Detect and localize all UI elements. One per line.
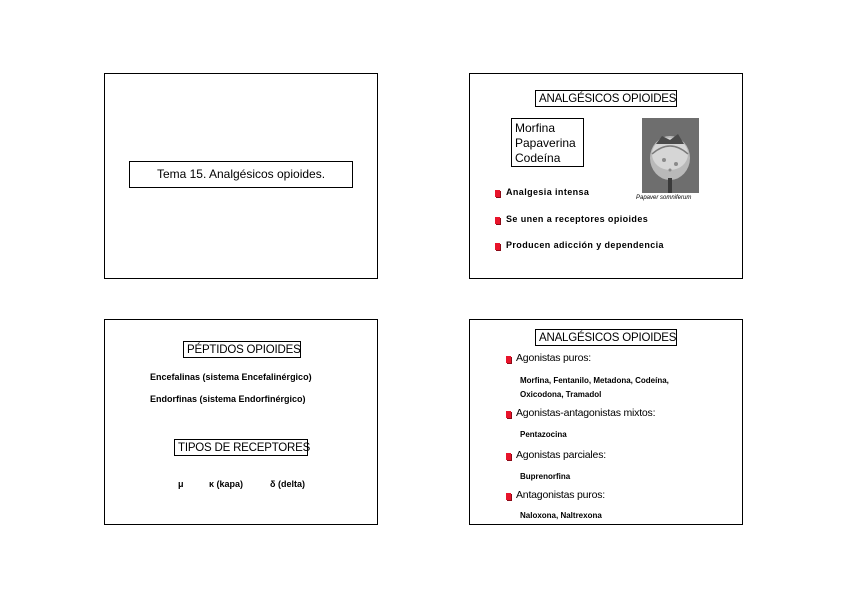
group-label: Agonistas-antagonistas mixtos: [516, 407, 656, 419]
drug-list [511, 118, 584, 167]
drug-item: Papaverina [515, 136, 576, 150]
slide-2-bullet: Analgesia intensa [506, 187, 590, 197]
group-label: Agonistas puros: [516, 352, 592, 364]
slide-4 [469, 319, 743, 525]
group-item: Morfina, Fentanilo, Metadona, Codeína, [520, 376, 669, 385]
slide-2-title: ANALGÉSICOS OPIOIDES [535, 90, 677, 107]
photo-caption: Papaver somniferum [636, 195, 692, 201]
bullet-icon [495, 243, 500, 250]
slide-1 [104, 73, 378, 279]
slide-3 [104, 319, 378, 525]
receptor-mu: μ [178, 479, 184, 489]
group-item: Oxicodona, Tramadol [520, 390, 602, 399]
group-label: Antagonistas puros: [516, 489, 606, 501]
drug-item: Codeína [515, 151, 561, 165]
slide-2 [469, 73, 743, 279]
peptide-line: Endorfinas (sistema Endorfinérgico) [150, 394, 306, 404]
bullet-icon [506, 493, 511, 500]
slide-3-title: PÉPTIDOS OPIOIDES [183, 341, 301, 358]
group-item: Naloxona, Naltrexona [520, 511, 602, 520]
poppy-photo [642, 118, 699, 193]
slide-1-title: Tema 15. Analgésicos opioides. [129, 161, 353, 188]
group-item: Pentazocina [520, 430, 567, 439]
peptide-line: Encefalinas (sistema Encefalinérgico) [150, 372, 312, 382]
bullet-icon [506, 453, 511, 460]
bullet-icon [506, 356, 511, 363]
receptor-kappa: κ (kapa) [209, 479, 244, 489]
bullet-icon [495, 190, 500, 197]
slide-4-title: ANALGÉSICOS OPIOIDES [535, 329, 677, 346]
receptor-delta: δ (delta) [270, 479, 305, 489]
drug-item: Morfina [515, 121, 556, 135]
bullet-icon [495, 217, 500, 224]
bullet-icon [506, 411, 511, 418]
slide-2-bullet: Producen adicción y dependencia [506, 240, 664, 250]
group-label: Agonistas parciales: [516, 449, 606, 461]
receptors-title: TIPOS DE RECEPTORES [174, 439, 308, 456]
slide-2-bullet: Se unen a receptores opioides [506, 214, 649, 224]
group-item: Buprenorfina [520, 472, 571, 481]
